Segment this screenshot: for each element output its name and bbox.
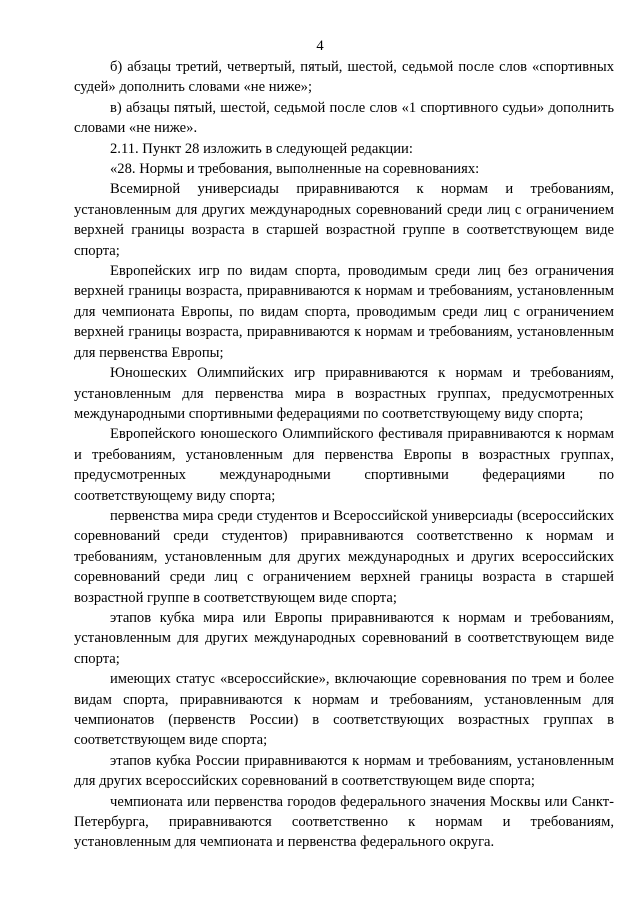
paragraph: в) абзацы пятый, шестой, седьмой после слов «1 спортивного судьи» дополнить словами «не ниже». xyxy=(74,99,614,137)
paragraph: б) абзацы третий, четвертый, пятый, шестой, седьмой после слов «спортивных судей» дополнить словами «не ниже»; xyxy=(74,59,614,96)
paragraph: первенства мира среди студентов и Всероссийской универсиады (всероссийских соревнований среди студентов) приравниваются соответственно к нормам и требованиям, установленным для других международных и других всероссийских соревнований среди лиц с ограничением верхней границы возраста в старшей возрастной группе в соответствующем виде спорта; xyxy=(74,507,614,606)
paragraph: Юношеских Олимпийских игр приравниваются к нормам и требованиям, установленным для первенства мира в возрастных группах, предусмотренных международными спортивными федерациями по соответствующему виду спорта; xyxy=(74,365,614,422)
paragraph: этапов кубка мира или Европы приравниваются к нормам и требованиям, установленным для других международных соревнований в соответствующем виде спорта; xyxy=(74,609,614,667)
paragraph: Всемирной универсиады приравниваются к нормам и требованиям, установленным для других международных соревнований среди лиц с ограничением верхней границы возраста в старшей возрастной группе в соответствующем виде спорта; xyxy=(74,181,614,259)
paragraph: этапов кубка России приравниваются к нормам и требованиям, установленным для других всероссийских соревнований в соответствующем виде спорта; xyxy=(74,752,614,790)
paragraph: Европейских игр по видам спорта, проводимым среди лиц без ограничения верхней границы возраста, приравниваются к нормам и требованиям, установленным для чемпионата Европы, по видам спорта, проводимым среди лиц с ограничением верхней границы возраста, приравниваются к нормам и требованиям, установленным для первенства Европы; xyxy=(74,263,614,361)
page-number: 4 xyxy=(316,38,324,54)
paragraph: 2.11. Пункт 28 изложить в следующей редакции: xyxy=(110,140,413,157)
paragraph: имеющих статус «всероссийские», включающие соревнования по трем и более видам спорта, приравниваются к нормам и требованиям, установленным для чемпионатов (первенств России) в соответствующих возрастных группах в соответствующем виде спорта; xyxy=(74,671,614,749)
paragraph: «28. Нормы и требования, выполненные на соревнованиях: xyxy=(110,161,480,178)
paragraph: чемпионата или первенства городов федерального значения Москвы или Санкт-Петербурга, приравниваются соответственно к нормам и требованиям, установленным для чемпионата и первенства федерального округа. xyxy=(74,793,614,851)
document-body xyxy=(74,57,614,853)
paragraph: Европейского юношеского Олимпийского фестиваля приравниваются к нормам и требованиям, установленным для первенства Европы в возрастных группах, предусмотренных международными спортивными федерациями по соответствующему виду спорта; xyxy=(74,426,614,504)
